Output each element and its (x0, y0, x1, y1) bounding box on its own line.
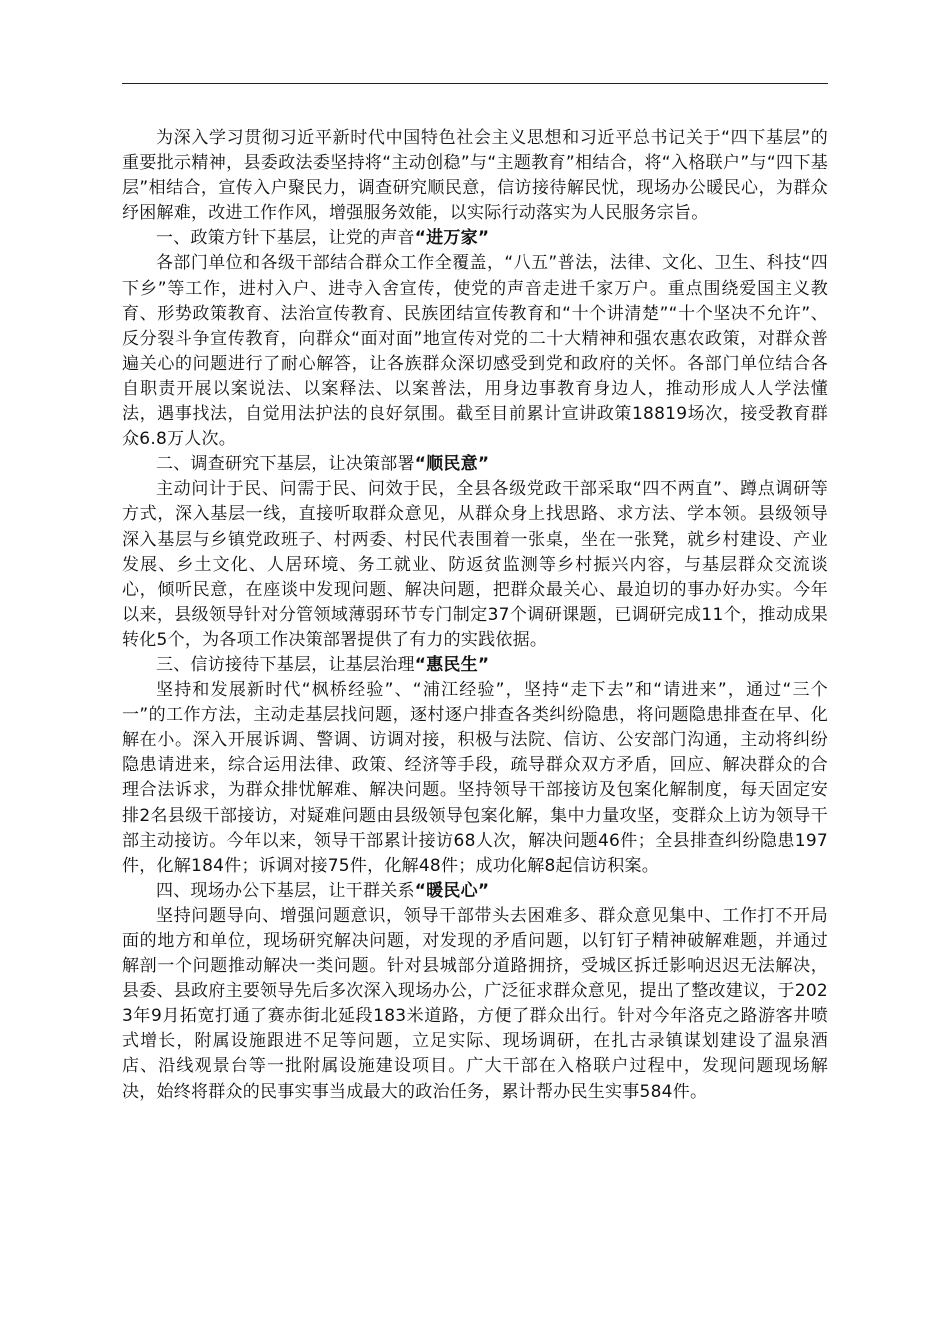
intro-paragraph: 为深入学习贯彻习近平新时代中国特色社会主义思想和习近平总书记关于“四下基层”的重要批示精神，县委政法委坚持将“主动创稳”与“主题教育”相结合，将“入格联户”与“四下基层”相结合，宣传入户聚民力，调查研究顺民意，信访接待解民忧，现场办公暖民心，为群众纾困解难，改进工作作风，增强服务效能，以实际行动落实为人民服务宗旨。 (122, 128, 828, 224)
section-1-heading (122, 226, 828, 251)
section-3-heading (122, 653, 828, 678)
section-4-heading-emphasis: “暖民心” (414, 880, 490, 901)
section-3-heading-text: 三、信访接待下基层，让基层治理 (156, 654, 415, 675)
section-1-heading-emphasis: “进万家” (414, 228, 490, 249)
document-body (122, 126, 828, 1105)
section-2-heading-text: 二、调查研究下基层，让决策部署 (156, 454, 415, 475)
header-rule (122, 83, 828, 84)
section-2-heading (122, 452, 828, 477)
section-2-body: 主动问计于民、问需于民、问效于民，全县各级党政干部采取“四不两直”、蹲点调研等方式，深入基层一线，直接听取群众意见，从群众身上找思路、求方法、学本领。县级领导深入基层与乡镇党政班子、村两委、村民代表围着一张桌，坐在一张凳，就乡村建设、产业发展、乡土文化、人居环境、务工就业、防返贫监测等乡村振兴内容，与基层群众交流谈心，倾听民意，在座谈中发现问题、解决问题，把群众最关心、最迫切的事办好办实。今年以来，县级领导针对分管领域薄弱环节专门制定37个调研课题，已调研完成11个，推动成果转化5个，为各项工作决策部署提供了有力的实践依据。 (122, 479, 828, 650)
section-1-body: 各部门单位和各级干部结合群众工作全覆盖，“八五”普法，法律、文化、卫生、科技“四下乡”等工作，进村入户、进寺入舍宣传，使党的声音走进千家万户。重点围绕爱国主义教育、形势政策教育、法治宣传教育、民族团结宣传教育和“十个讲清楚”“十个坚决不允许”、反分裂斗争宣传教育，向群众“面对面”地宣传对党的二十大精神和强农惠农政策，对群众普遍关心的问题进行了耐心解答，让各族群众深切感受到党和政府的关怀。各部门单位结合各自职责开展以案说法、以案释法、以案普法，用身边事教育身边人，推动形成人人学法懂法，遇事找法，自觉用法护法的良好氛围。截至目前累计宣讲政策18819场次，接受教育群众6.8万人次。 (122, 253, 828, 450)
section-4-heading-text: 四、现场办公下基层，让干群关系 (156, 880, 415, 901)
section-3-heading-emphasis: “惠民生” (414, 654, 490, 675)
section-4-heading (122, 879, 828, 904)
section-3-body: 坚持和发展新时代“枫桥经验”、“浦江经验”，坚持“走下去”和“请进来”，通过“三个一”的工作方法，主动走基层找问题，逐村逐户排查各类纠纷隐患，将问题隐患排查在早、化解在小。深入开展诉调、警调、访调对接，积极与法院、信访、公安部门沟通，主动将纠纷隐患请进来，综合运用法律、政策、经济等手段，疏导群众双方矛盾，回应、解决群众的合理合法诉求，为群众排忧解难、解决问题。坚持领导干部接访及包案化解制度，每天固定安排2名县级干部接访，对疑难问题由县级领导包案化解，集中力量攻坚，变群众上访为领导干部主动接访。今年以来，领导干部累计接访68人次，解决问题46件；全县排查纠纷隐患197件，化解184件；诉调对接75件，化解48件；成功化解8起信访积案。 (122, 680, 828, 876)
section-1-heading-text: 一、政策方针下基层，让党的声音 (156, 228, 415, 249)
section-2-heading-emphasis: “顺民意” (414, 454, 490, 475)
section-4-body: 坚持问题导向、增强问题意识，领导干部带头去困难多、群众意见集中、工作打不开局面的地方和单位，现场研究解决问题，对发现的矛盾问题，以钉钉子精神破解难题，并通过解剖一个问题推动解决一类问题。针对县城部分道路拥挤，受城区拆迁影响迟迟无法解决，县委、县政府主要领导先后多次深入现场办公，广泛征求群众意见，提出了整改建议，于2023年9月拓宽打通了赛赤街北延段183米道路，方便了群众出行。针对今年洛克之路游客井喷式增长，附属设施跟进不足等问题，立足实际、现场调研，在扎古录镇谋划建设了温泉酒店、沿线观景台等一批附属设施建设项目。广大干部在入格联户过程中，发现问题现场解决，始终将群众的民事实事当成最大的政治任务，累计帮办民生实事584件。 (122, 905, 828, 1102)
